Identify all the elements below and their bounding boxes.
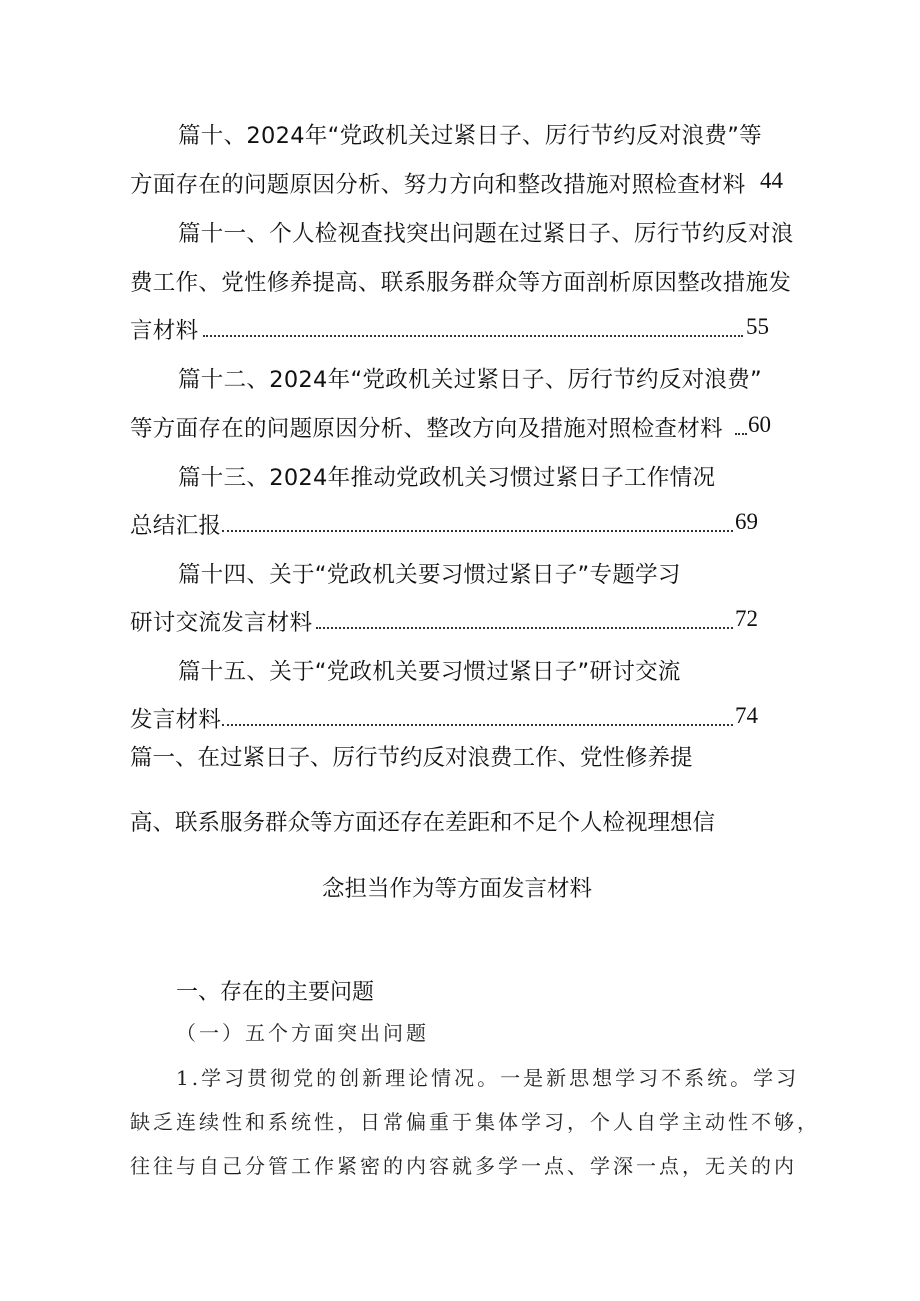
subsection-heading: （一）五个方面突出问题 [176, 1021, 429, 1045]
section-heading: 一、存在的主要问题 [176, 980, 375, 1005]
toc-entry-15-line-1: 篇十五、关于“党政机关要习惯过紧日子”研讨交流 [178, 659, 681, 685]
toc-entry-12-page: 60 [748, 412, 771, 437]
toc-leader-dots [222, 724, 733, 726]
article-title-line-3: 念担当作为等方面发言材料 [322, 876, 593, 902]
article-title-line-1: 篇一、在过紧日子、厉行节约反对浪费工作、党性修养提 [130, 745, 693, 771]
body-paragraph-line-3: 往往与自己分管工作紧密的内容就多学一点、学深一点，无关的内 [130, 1154, 797, 1178]
toc-leader-dots [222, 530, 733, 532]
toc-entry-11-line-3: 言材料 [130, 318, 199, 344]
toc-leader-dots [203, 335, 743, 337]
toc-entry-13-page: 69 [735, 509, 758, 534]
toc-entry-10-line-1: 篇十、2024年“党政机关过紧日子、厉行节约反对浪费”等 [178, 123, 762, 149]
body-paragraph-line-1: 1.学习贯彻党的创新理论情况。一是新思想学习不系统。学习 [176, 1066, 800, 1090]
toc-entry-14-line-2: 研讨交流发言材料 [130, 610, 313, 636]
toc-leader-dots [735, 433, 747, 435]
toc-entry-11-page: 55 [746, 314, 769, 339]
toc-entry-13-line-2: 总结汇报 [130, 513, 222, 539]
toc-entry-14-page: 72 [735, 606, 758, 631]
toc-entry-10-page: 44 [760, 168, 783, 193]
toc-entry-15-line-2: 发言材料 [130, 707, 222, 733]
toc-entry-11-line-2: 费工作、党性修养提高、联系服务群众等方面剖析原因整改措施发 [130, 270, 792, 296]
toc-entry-13-line-1: 篇十三、2024年推动党政机关习惯过紧日子工作情况 [178, 465, 716, 491]
toc-entry-12-line-2: 等方面存在的问题原因分析、整改方向及措施对照检查材料 [130, 416, 723, 442]
toc-entry-12-line-1: 篇十二、2024年“党政机关过紧日子、厉行节约反对浪费” [178, 367, 762, 393]
toc-entry-15-page: 74 [735, 703, 758, 728]
toc-entry-14-line-1: 篇十四、关于“党政机关要习惯过紧日子”专题学习 [178, 562, 681, 588]
body-paragraph-line-2: 缺乏连续性和系统性，日常偏重于集体学习，个人自学主动性不够， [130, 1110, 820, 1134]
article-title-line-2: 高、联系服务群众等方面还存在差距和不足个人检视理想信 [130, 810, 716, 836]
toc-entry-10-line-2: 方面存在的问题原因分析、努力方向和整改措施对照检查材料 [130, 172, 746, 198]
toc-entry-11-line-1: 篇十一、个人检视查找突出问题在过紧日子、厉行节约反对浪 [178, 221, 794, 247]
toc-leader-dots [316, 627, 733, 629]
